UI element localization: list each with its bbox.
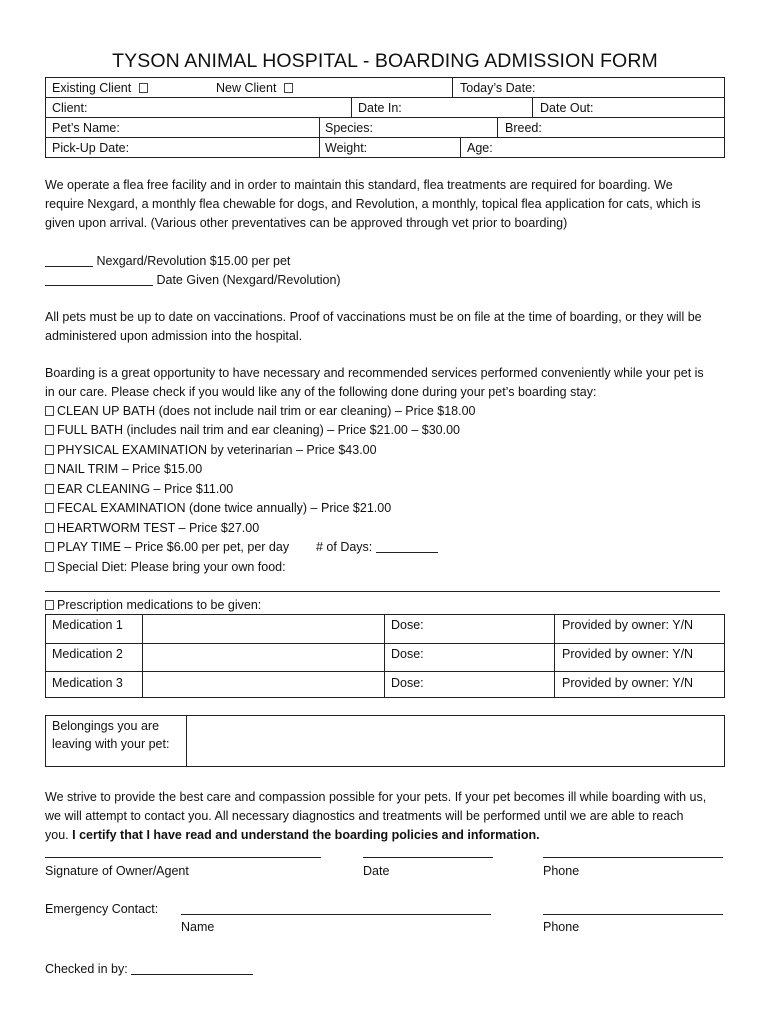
prescription-checkbox[interactable] <box>45 600 54 610</box>
medication-dose[interactable]: Dose: <box>391 618 424 632</box>
nexgard-price-row <box>45 252 290 271</box>
checked-in-by-field[interactable] <box>45 960 253 979</box>
service-special-diet[interactable] <box>45 558 286 577</box>
service-checkbox[interactable] <box>45 406 54 416</box>
new-client-option[interactable] <box>216 79 296 97</box>
service-label: PHYSICAL EXAMINATION by veterinarian – Price $43.00 <box>57 443 377 457</box>
service-fecal-exam[interactable] <box>45 499 391 518</box>
service-physical-exam[interactable] <box>45 441 377 460</box>
closing-line-3-plain: you. <box>45 828 69 842</box>
num-days-field[interactable] <box>316 538 438 557</box>
closing-line-2: we will attempt to contact you. All necessary diagnostics and treatments will be performed until we are able to reach <box>45 809 684 823</box>
existing-client-label: Existing Client <box>52 81 132 95</box>
service-clean-up-bath[interactable] <box>45 402 476 421</box>
service-full-bath[interactable] <box>45 421 460 440</box>
medication-dose[interactable]: Dose: <box>391 676 424 690</box>
emergency-phone-line[interactable] <box>543 914 723 915</box>
pickup-date-field[interactable]: Pick-Up Date: <box>52 141 130 155</box>
belongings-input[interactable] <box>190 718 720 764</box>
date-label: Date <box>363 864 390 878</box>
service-checkbox[interactable] <box>45 425 54 435</box>
belongings-label-line-2: leaving with your pet: <box>52 737 170 751</box>
flea-paragraph-line-2: require Nexgard, a monthly flea chewable for dogs, and Revolution, a monthly, topical flea application for cats, which is <box>45 197 701 211</box>
existing-client-option[interactable] <box>52 79 151 97</box>
phone-line[interactable] <box>543 857 723 858</box>
belongings-label-line-1: Belongings you are <box>52 719 160 733</box>
prescription-medications-option[interactable] <box>45 596 261 615</box>
date-in-field[interactable]: Date In: <box>358 101 402 115</box>
todays-date-field[interactable]: Today’s Date: <box>460 81 536 95</box>
flea-paragraph-line-3: given upon arrival. (Various other preventatives can be approved through vet prior to boarding) <box>45 216 568 230</box>
service-label: FULL BATH (includes nail trim and ear cleaning) – Price $21.00 – $30.00 <box>57 423 460 437</box>
phone-label: Phone <box>543 864 580 878</box>
new-client-checkbox[interactable] <box>284 83 293 93</box>
num-days-label: # of Days: <box>316 540 373 554</box>
date-line[interactable] <box>363 857 493 858</box>
vaccination-line-2: administered upon admission into the hospital. <box>45 329 303 343</box>
checked-in-by-blank[interactable] <box>131 962 253 975</box>
service-checkbox[interactable] <box>45 542 54 552</box>
service-label: PLAY TIME – Price $6.00 per pet, per day <box>57 540 290 554</box>
service-ear-cleaning[interactable] <box>45 480 233 499</box>
emergency-name-line[interactable] <box>181 914 491 915</box>
prescription-label: Prescription medications to be given: <box>57 598 262 612</box>
medication-name: Medication 2 <box>52 647 123 661</box>
new-client-label: New Client <box>216 81 277 95</box>
service-checkbox[interactable] <box>45 562 54 572</box>
service-checkbox[interactable] <box>45 464 54 474</box>
vaccination-line-1: All pets must be up to date on vaccinations. Proof of vaccinations must be on file at the time of boarding, or they will be <box>45 310 702 324</box>
service-heartworm-test[interactable] <box>45 519 259 538</box>
closing-line-3 <box>45 826 540 845</box>
existing-client-checkbox[interactable] <box>139 83 148 93</box>
client-field[interactable]: Client: <box>52 101 88 115</box>
date-out-field[interactable]: Date Out: <box>540 101 594 115</box>
service-checkbox[interactable] <box>45 445 54 455</box>
medication-provided[interactable]: Provided by owner: Y/N <box>562 676 694 690</box>
emergency-name-label: Name <box>181 920 215 934</box>
medication-provided[interactable]: Provided by owner: Y/N <box>562 647 694 661</box>
nexgard-blank[interactable] <box>45 254 93 267</box>
owner-signature-label: Signature of Owner/Agent <box>45 864 189 878</box>
nexgard-price-label: Nexgard/Revolution $15.00 per pet <box>96 254 291 268</box>
medication-name: Medication 1 <box>52 618 123 632</box>
owner-signature-line[interactable] <box>45 857 321 858</box>
service-checkbox[interactable] <box>45 484 54 494</box>
date-given-row <box>45 271 341 290</box>
service-play-time[interactable] <box>45 538 289 557</box>
service-label: Special Diet: Please bring your own food: <box>57 560 286 574</box>
service-label: HEARTWORM TEST – Price $27.00 <box>57 521 260 535</box>
certification-statement: I certify that I have read and understand the boarding policies and information. <box>72 828 540 842</box>
closing-line-1: We strive to provide the best care and compassion possible for your pets. If your pet becomes ill while boarding with us, <box>45 790 707 804</box>
service-label: CLEAN UP BATH (does not include nail trim or ear cleaning) – Price $18.00 <box>57 404 476 418</box>
service-checkbox[interactable] <box>45 523 54 533</box>
weight-field[interactable]: Weight: <box>325 141 368 155</box>
service-label: EAR CLEANING – Price $11.00 <box>57 482 234 496</box>
services-intro-line-1: Boarding is a great opportunity to have necessary and recommended services performed conveniently while your pet is <box>45 366 704 380</box>
medication-provided[interactable]: Provided by owner: Y/N <box>562 618 694 632</box>
age-field[interactable]: Age: <box>467 141 493 155</box>
medication-name: Medication 3 <box>52 676 123 690</box>
flea-paragraph-line-1: We operate a flea free facility and in order to maintain this standard, flea treatments are required for boarding. We <box>45 178 673 192</box>
emergency-contact-label: Emergency Contact: <box>45 902 159 916</box>
service-label: FECAL EXAMINATION (done twice annually) – Price $21.00 <box>57 501 392 515</box>
breed-field[interactable]: Breed: <box>505 121 542 135</box>
medication-dose[interactable]: Dose: <box>391 647 424 661</box>
checked-in-by-label: Checked in by: <box>45 962 128 976</box>
service-nail-trim[interactable] <box>45 460 202 479</box>
services-intro-line-2: in our care. Please check if you would like any of the following done during your pet’s boarding stay: <box>45 385 597 399</box>
service-label: NAIL TRIM – Price $15.00 <box>57 462 203 476</box>
special-diet-line[interactable] <box>45 591 720 592</box>
service-checkbox[interactable] <box>45 503 54 513</box>
pets-name-field[interactable]: Pet’s Name: <box>52 121 120 135</box>
date-given-label: Date Given (Nexgard/Revolution) <box>156 273 341 287</box>
form-title: TYSON ANIMAL HOSPITAL - BOARDING ADMISSION FORM <box>112 50 658 72</box>
num-days-blank[interactable] <box>376 540 438 553</box>
emergency-phone-label: Phone <box>543 920 580 934</box>
date-given-blank[interactable] <box>45 273 153 286</box>
species-field[interactable]: Species: <box>325 121 373 135</box>
